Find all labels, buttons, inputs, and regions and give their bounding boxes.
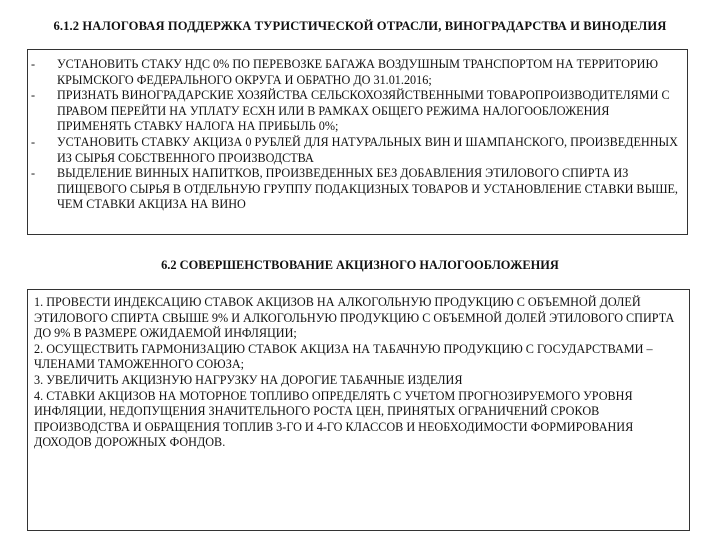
section1-box <box>27 49 688 235</box>
list-item <box>28 88 687 135</box>
numbered-item: 3. УВЕЛИЧИТЬ АКЦИЗНУЮ НАГРУЗКУ НА ДОРОГИЕ ТАБАЧНЫЕ ИЗДЕЛИЯ <box>34 372 463 387</box>
section1-title: 6.1.2 НАЛОГОВАЯ ПОДДЕРЖКА ТУРИСТИЧЕСКОЙ ОТРАСЛИ, ВИНОГРАДАРСТВА И ВИНОДЕЛИЯ <box>53 19 667 33</box>
numbered-item: 4. СТАВКИ АКЦИЗОВ НА МОТОРНОЕ ТОПЛИВО ОПРЕДЕЛЯТЬ С УЧЕТОМ ПРОГНОЗИРУЕМОГО УРОВНЯ ИНФЛЯЦИИ, НЕДОПУЩЕНИЯ ЗНАЧИТЕЛЬНОГО РОСТА ЦЕН, ПРИНЯТЫХ ОГРАНИЧЕНИЙ СРОКОВ ПРОИЗВОДСТВА И ОБРАЩЕНИЯ ТОПЛИВ 3-ГО И 4-ГО КЛАССОВ И НЕОБХОДИМОСТИ ФОРМИРОВАНИЯ ДОХОДОВ ДОРОЖНЫХ ФОНДОВ. <box>34 388 634 450</box>
section2-box <box>27 289 690 531</box>
section1-list <box>28 50 687 213</box>
numbered-item: 2. ОСУЩЕСТВИТЬ ГАРМОНИЗАЦИЮ СТАВОК АКЦИЗА НА ТАБАЧНУЮ ПРОДУКЦИЮ С ГОСУДАРСТВАМИ – ЧЛЕНАМИ ТАМОЖЕННОГО СОЮЗА; <box>34 341 653 372</box>
section2-title: 6.2 СОВЕРШЕНСТВОВАНИЕ АКЦИЗНОГО НАЛОГООБЛОЖЕНИЯ <box>161 258 559 272</box>
bullet-dash: - <box>31 57 36 71</box>
bullet-dash: - <box>31 88 36 103</box>
list-item-text: ПРИЗНАТЬ ВИНОГРАДАРСКИЕ ХОЗЯЙСТВА СЕЛЬСКОХОЗЯЙСТВЕННЫМИ ТОВАРОПРОИЗВОДИТЕЛЯМИ С ПРАВОМ ПЕРЕЙТИ НА УПЛАТУ ЕСХН ИЛИ В РАМКАХ ОБЩЕГО РЕЖИМА НАЛОГООБЛОЖЕНИЯ ПРИМЕНЯТЬ СТАВКУ НАЛОГА НА ПРИБЫЛЬ 0%; <box>57 88 670 134</box>
list-item <box>28 135 687 166</box>
list-item <box>28 166 687 213</box>
list-item-text: УСТАНОВИТЬ СТАКУ НДС 0% ПО ПЕРЕВОЗКЕ БАГАЖА ВОЗДУШНЫМ ТРАНСПОРТОМ НА ТЕРРИТОРИЮ КРЫМСКОГО ФЕДЕРАЛЬНОГО ОКРУГА И ОБРАТНО ДО 31.01.2016; <box>57 57 659 87</box>
bullet-dash: - <box>31 166 36 181</box>
bullet-dash: - <box>31 134 36 149</box>
list-item-text: УСТАНОВИТЬ СТАВКУ АКЦИЗА 0 РУБЛЕЙ ДЛЯ НАТУРАЛЬНЫХ ВИН И ШАМПАНСКОГО, ПРОИЗВЕДЕННЫХ ИЗ СЫРЬЯ СОБСТВЕННОГО ПРОИЗВОДСТВА <box>57 134 678 165</box>
list-item <box>28 57 687 88</box>
list-item-text: ВЫДЕЛЕНИЕ ВИННЫХ НАПИТКОВ, ПРОИЗВЕДЕННЫХ БЕЗ ДОБАВЛЕНИЯ ЭТИЛОВОГО СПИРТА ИЗ ПИЩЕВОГО СЫРЬЯ В ОТДЕЛЬНУЮ ГРУППУ ПОДАКЦИЗНЫХ ТОВАРОВ И УСТАНОВЛЕНИЕ СТАВКИ ВЫШЕ, ЧЕМ СТАВКИ АКЦИЗА НА ВИНО <box>57 166 678 212</box>
numbered-item: 1. ПРОВЕСТИ ИНДЕКСАЦИЮ СТАВОК АКЦИЗОВ НА АЛКОГОЛЬНУЮ ПРОДУКЦИЮ С ОБЪЕМНОЙ ДОЛЕЙ ЭТИЛОВОГО СПИРТА СВЫШЕ 9% И АЛКОГОЛЬНУЮ ПРОДУКЦИЮ С ОБЪЕМНОЙ ДОЛЕЙ ЭТИЛОВОГО СПИРТА ДО 9% В РАЗМЕРЕ ОЖИДАЕМОЙ ИНФЛЯЦИИ; <box>34 295 675 341</box>
